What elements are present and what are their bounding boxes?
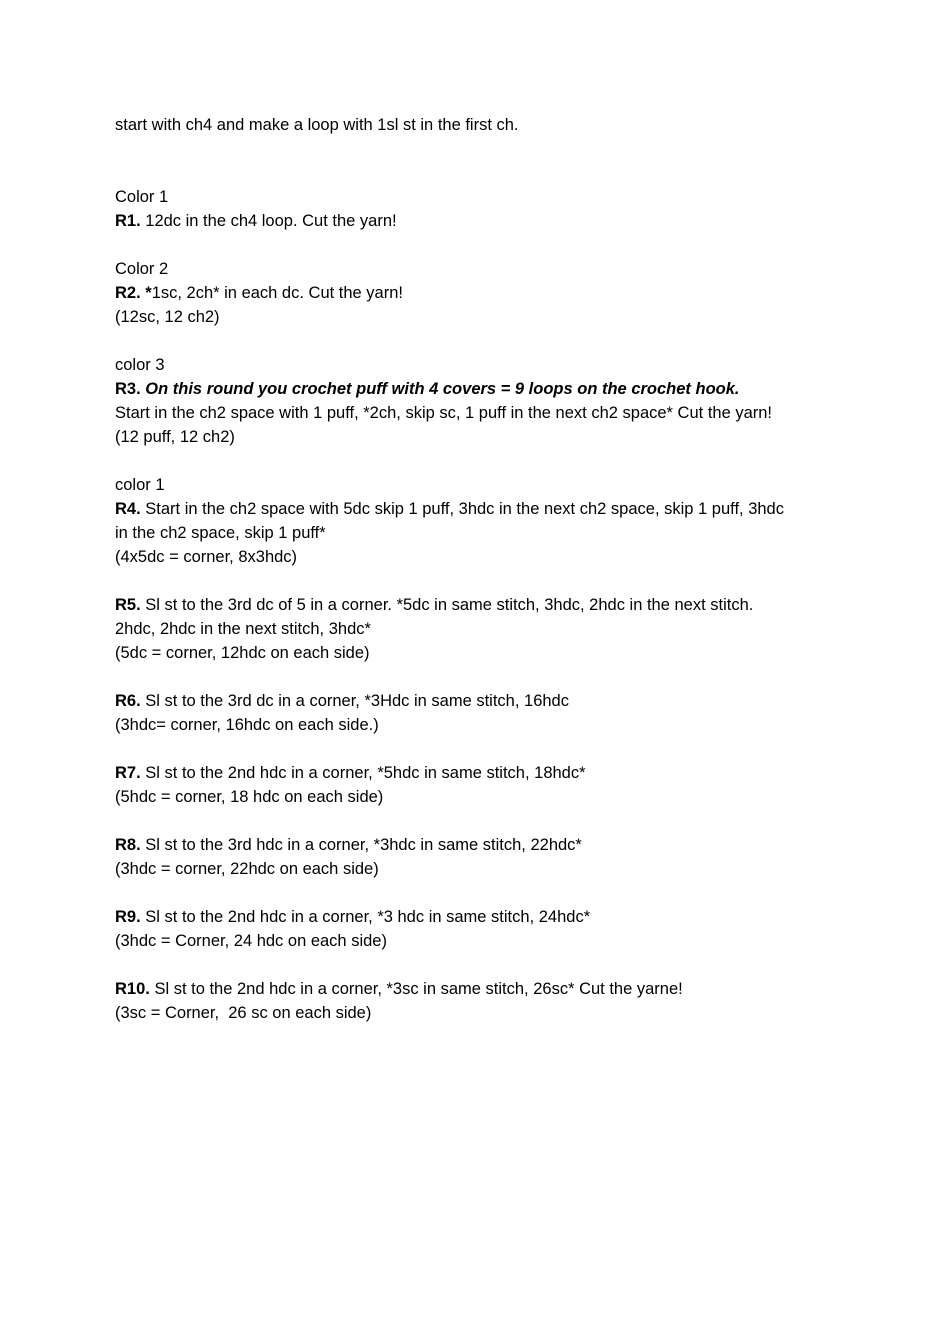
stitch-count: (4x5dc = corner, 8x3hdc) [115, 548, 298, 566]
stitch-count: (3hdc= corner, 16hdc on each side.) [115, 716, 379, 734]
color-label: color 1 [115, 476, 165, 494]
round-emphasis: On this round you crochet puff with 4 covers = 9 loops on the crochet hook. [140, 380, 740, 398]
stitch-count: (12 puff, 12 ch2) [115, 428, 235, 446]
spacer [115, 809, 855, 833]
stitch-count: (3sc = Corner, 26 sc on each side) [115, 1004, 372, 1022]
document-page [115, 113, 855, 1025]
round-10 [115, 977, 855, 1001]
round-instruction: Sl st to the 3rd dc of 5 in a corner. *5dc in same stitch, 3hdc, 2hdc in the next stitch. [140, 596, 754, 614]
spacer [115, 233, 855, 257]
spacer [115, 737, 855, 761]
round-5 [115, 593, 855, 617]
round-instruction: Sl st to the 3rd hdc in a corner, *3hdc in same stitch, 22hdc* [140, 836, 582, 854]
round-1 [115, 209, 855, 233]
spacer [115, 953, 855, 977]
color-label: Color 2 [115, 260, 169, 278]
stitch-count: (5dc = corner, 12hdc on each side) [115, 644, 370, 662]
round-label: R5. [115, 596, 141, 614]
round-label: R2. * [115, 284, 152, 302]
round-6 [115, 689, 855, 713]
round-instruction: Sl st to the 2nd hdc in a corner, *3sc in same stitch, 26sc* Cut the yarne! [149, 980, 683, 998]
round-7 [115, 761, 855, 785]
round-4 [115, 497, 855, 521]
round-2 [115, 281, 855, 305]
round-instruction: Sl st to the 3rd dc in a corner, *3Hdc in same stitch, 16hdc [140, 692, 569, 710]
round-8 [115, 833, 855, 857]
round-instruction: Start in the ch2 space with 1 puff, *2ch, skip sc, 1 puff in the next ch2 space* Cut the yarn! [115, 404, 773, 422]
round-label: R6. [115, 692, 141, 710]
color-label: color 3 [115, 356, 165, 374]
round-instruction: 1sc, 2ch* in each dc. Cut the yarn! [151, 284, 403, 302]
round-instruction-continued: in the ch2 space, skip 1 puff* [115, 524, 326, 542]
stitch-count: (3hdc = corner, 22hdc on each side) [115, 860, 379, 878]
round-label: R10. [115, 980, 150, 998]
spacer [115, 137, 855, 185]
round-label: R7. [115, 764, 141, 782]
intro-text: start with ch4 and make a loop with 1sl st in the first ch. [115, 116, 519, 134]
round-9 [115, 905, 855, 929]
round-label: R1. [115, 212, 141, 230]
spacer [115, 449, 855, 473]
round-label: R9. [115, 908, 141, 926]
stitch-count: (5hdc = corner, 18 hdc on each side) [115, 788, 384, 806]
round-label: R4. [115, 500, 141, 518]
spacer [115, 569, 855, 593]
round-label: R3. [115, 380, 141, 398]
spacer [115, 665, 855, 689]
stitch-count: (12sc, 12 ch2) [115, 308, 220, 326]
color-label: Color 1 [115, 188, 169, 206]
round-instruction-continued: 2hdc, 2hdc in the next stitch, 3hdc* [115, 620, 371, 638]
round-instruction: 12dc in the ch4 loop. Cut the yarn! [140, 212, 397, 230]
spacer [115, 329, 855, 353]
round-3 [115, 377, 855, 401]
round-instruction: Sl st to the 2nd hdc in a corner, *5hdc in same stitch, 18hdc* [140, 764, 586, 782]
stitch-count: (3hdc = Corner, 24 hdc on each side) [115, 932, 387, 950]
round-label: R8. [115, 836, 141, 854]
round-instruction: Start in the ch2 space with 5dc skip 1 puff, 3hdc in the next ch2 space, skip 1 puff, 3hdc [140, 500, 784, 518]
round-instruction: Sl st to the 2nd hdc in a corner, *3 hdc in same stitch, 24hdc* [140, 908, 591, 926]
spacer [115, 881, 855, 905]
